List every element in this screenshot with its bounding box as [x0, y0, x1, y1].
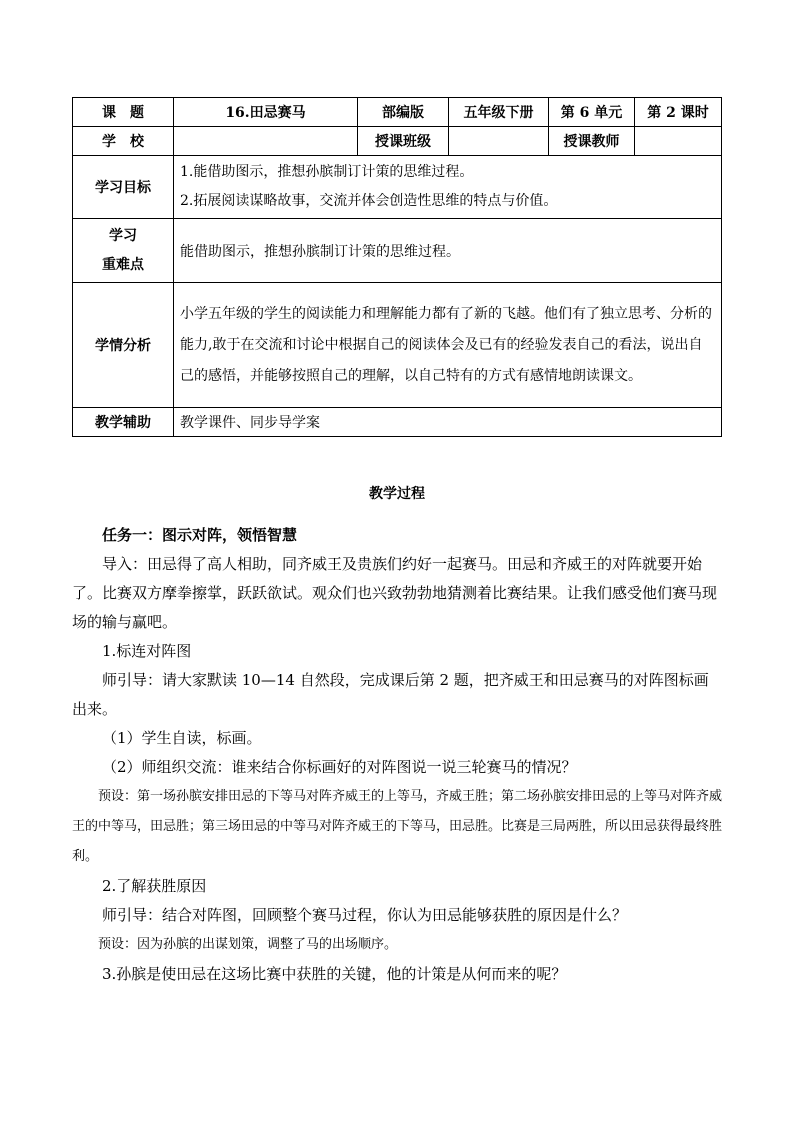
sub-step: （2）师组织交流：谁来结合你标画好的对阵图说一说三轮赛马的情况？ [102, 758, 577, 776]
period: 第 2 课时 [635, 98, 722, 127]
unit: 第 6 单元 [549, 98, 635, 127]
class-value [449, 127, 549, 156]
table-row [73, 283, 722, 408]
label-aids: 教学辅助 [73, 408, 174, 437]
guide-paragraph: 师引导：结合对阵图，回顾整个赛马过程，你认为田忌能够获胜的原因是什么？ [102, 906, 628, 924]
aids-text: 教学课件、同步导学案 [174, 408, 722, 437]
edition: 部编版 [358, 98, 449, 127]
table-row [73, 127, 722, 156]
preset-note: 预设：第一场孙膑安排田忌的下等马对阵齐威王的上等马，齐威王胜；第二场孙膑安排田忌的上等马对阵齐威王的中等马，田忌胜；第三场田忌的中等马对阵齐威王的下等马，田忌胜。比赛是三局两胜，所以田忌获得最终胜利。 [72, 789, 723, 864]
label-key-points [73, 219, 174, 283]
sub-step: （1）学生自读，标画。 [102, 729, 262, 747]
label-topic: 课 题 [73, 98, 174, 127]
guide-paragraph: 师引导：请大家默读 10—14 自然段，完成课后第 2 题，把齐威王和田忌赛马的对阵图标画出来。 [72, 671, 709, 718]
school-value [174, 127, 358, 156]
section-title: 教学过程 [369, 486, 425, 502]
label-analysis: 学情分析 [73, 283, 174, 408]
lesson-info-table [72, 97, 722, 437]
step-heading: 2.了解获胜原因 [102, 877, 207, 895]
lesson-title: 16.田忌赛马 [174, 98, 358, 127]
preset-note: 预设：因为孙膑的出谋划策，调整了马的出场顺序。 [98, 937, 398, 952]
goal-item: 1.能借助图示，推想孙膑制订计策的思维过程。 [180, 164, 474, 180]
analysis-text: 小学五年级的学生的阅读能力和理解能力都有了新的飞越。他们有了独立思考、分析的能力,敢于在交流和讨论中根据自己的阅读体会及已有的经验发表自己的看法，说出自己的感悟，并能够按照自己的理解，以自己特有的方式有感情地朗读课文。 [174, 283, 722, 408]
teacher-value [635, 127, 722, 156]
label-key-line1: 学习 [109, 227, 137, 244]
teaching-process [72, 480, 722, 989]
label-key-line2: 重难点 [102, 256, 144, 273]
label-class: 授课班级 [358, 127, 449, 156]
goal-item: 2.拓展阅读谋略故事，交流并体会创造性思维的特点与价值。 [180, 193, 558, 209]
key-points-text: 能借助图示，推想孙膑制订计策的思维过程。 [174, 219, 722, 283]
task-heading: 任务一：图示对阵，领悟智慧 [102, 526, 298, 544]
label-school: 学 校 [73, 127, 174, 156]
step-heading: 1.标连对阵图 [102, 642, 192, 660]
table-row [73, 98, 722, 127]
grade: 五年级下册 [449, 98, 549, 127]
goals-cell [174, 156, 722, 219]
label-teacher: 授课教师 [549, 127, 635, 156]
table-row [73, 156, 722, 219]
label-goals: 学习目标 [73, 156, 174, 219]
table-row [73, 219, 722, 283]
intro-paragraph: 导入：田忌得了高人相助，同齐威王及贵族们约好一起赛马。田忌和齐威王的对阵就要开始了。比赛双方摩拳擦掌，跃跃欲试。观众们也兴致勃勃地猜测着比赛结果。让我们感受他们赛马现场的输与赢吧。 [72, 555, 718, 631]
step-heading: 3.孙膑是使田忌在这场比赛中获胜的关键，他的计策是从何而来的呢？ [102, 965, 567, 983]
table-row [73, 408, 722, 437]
